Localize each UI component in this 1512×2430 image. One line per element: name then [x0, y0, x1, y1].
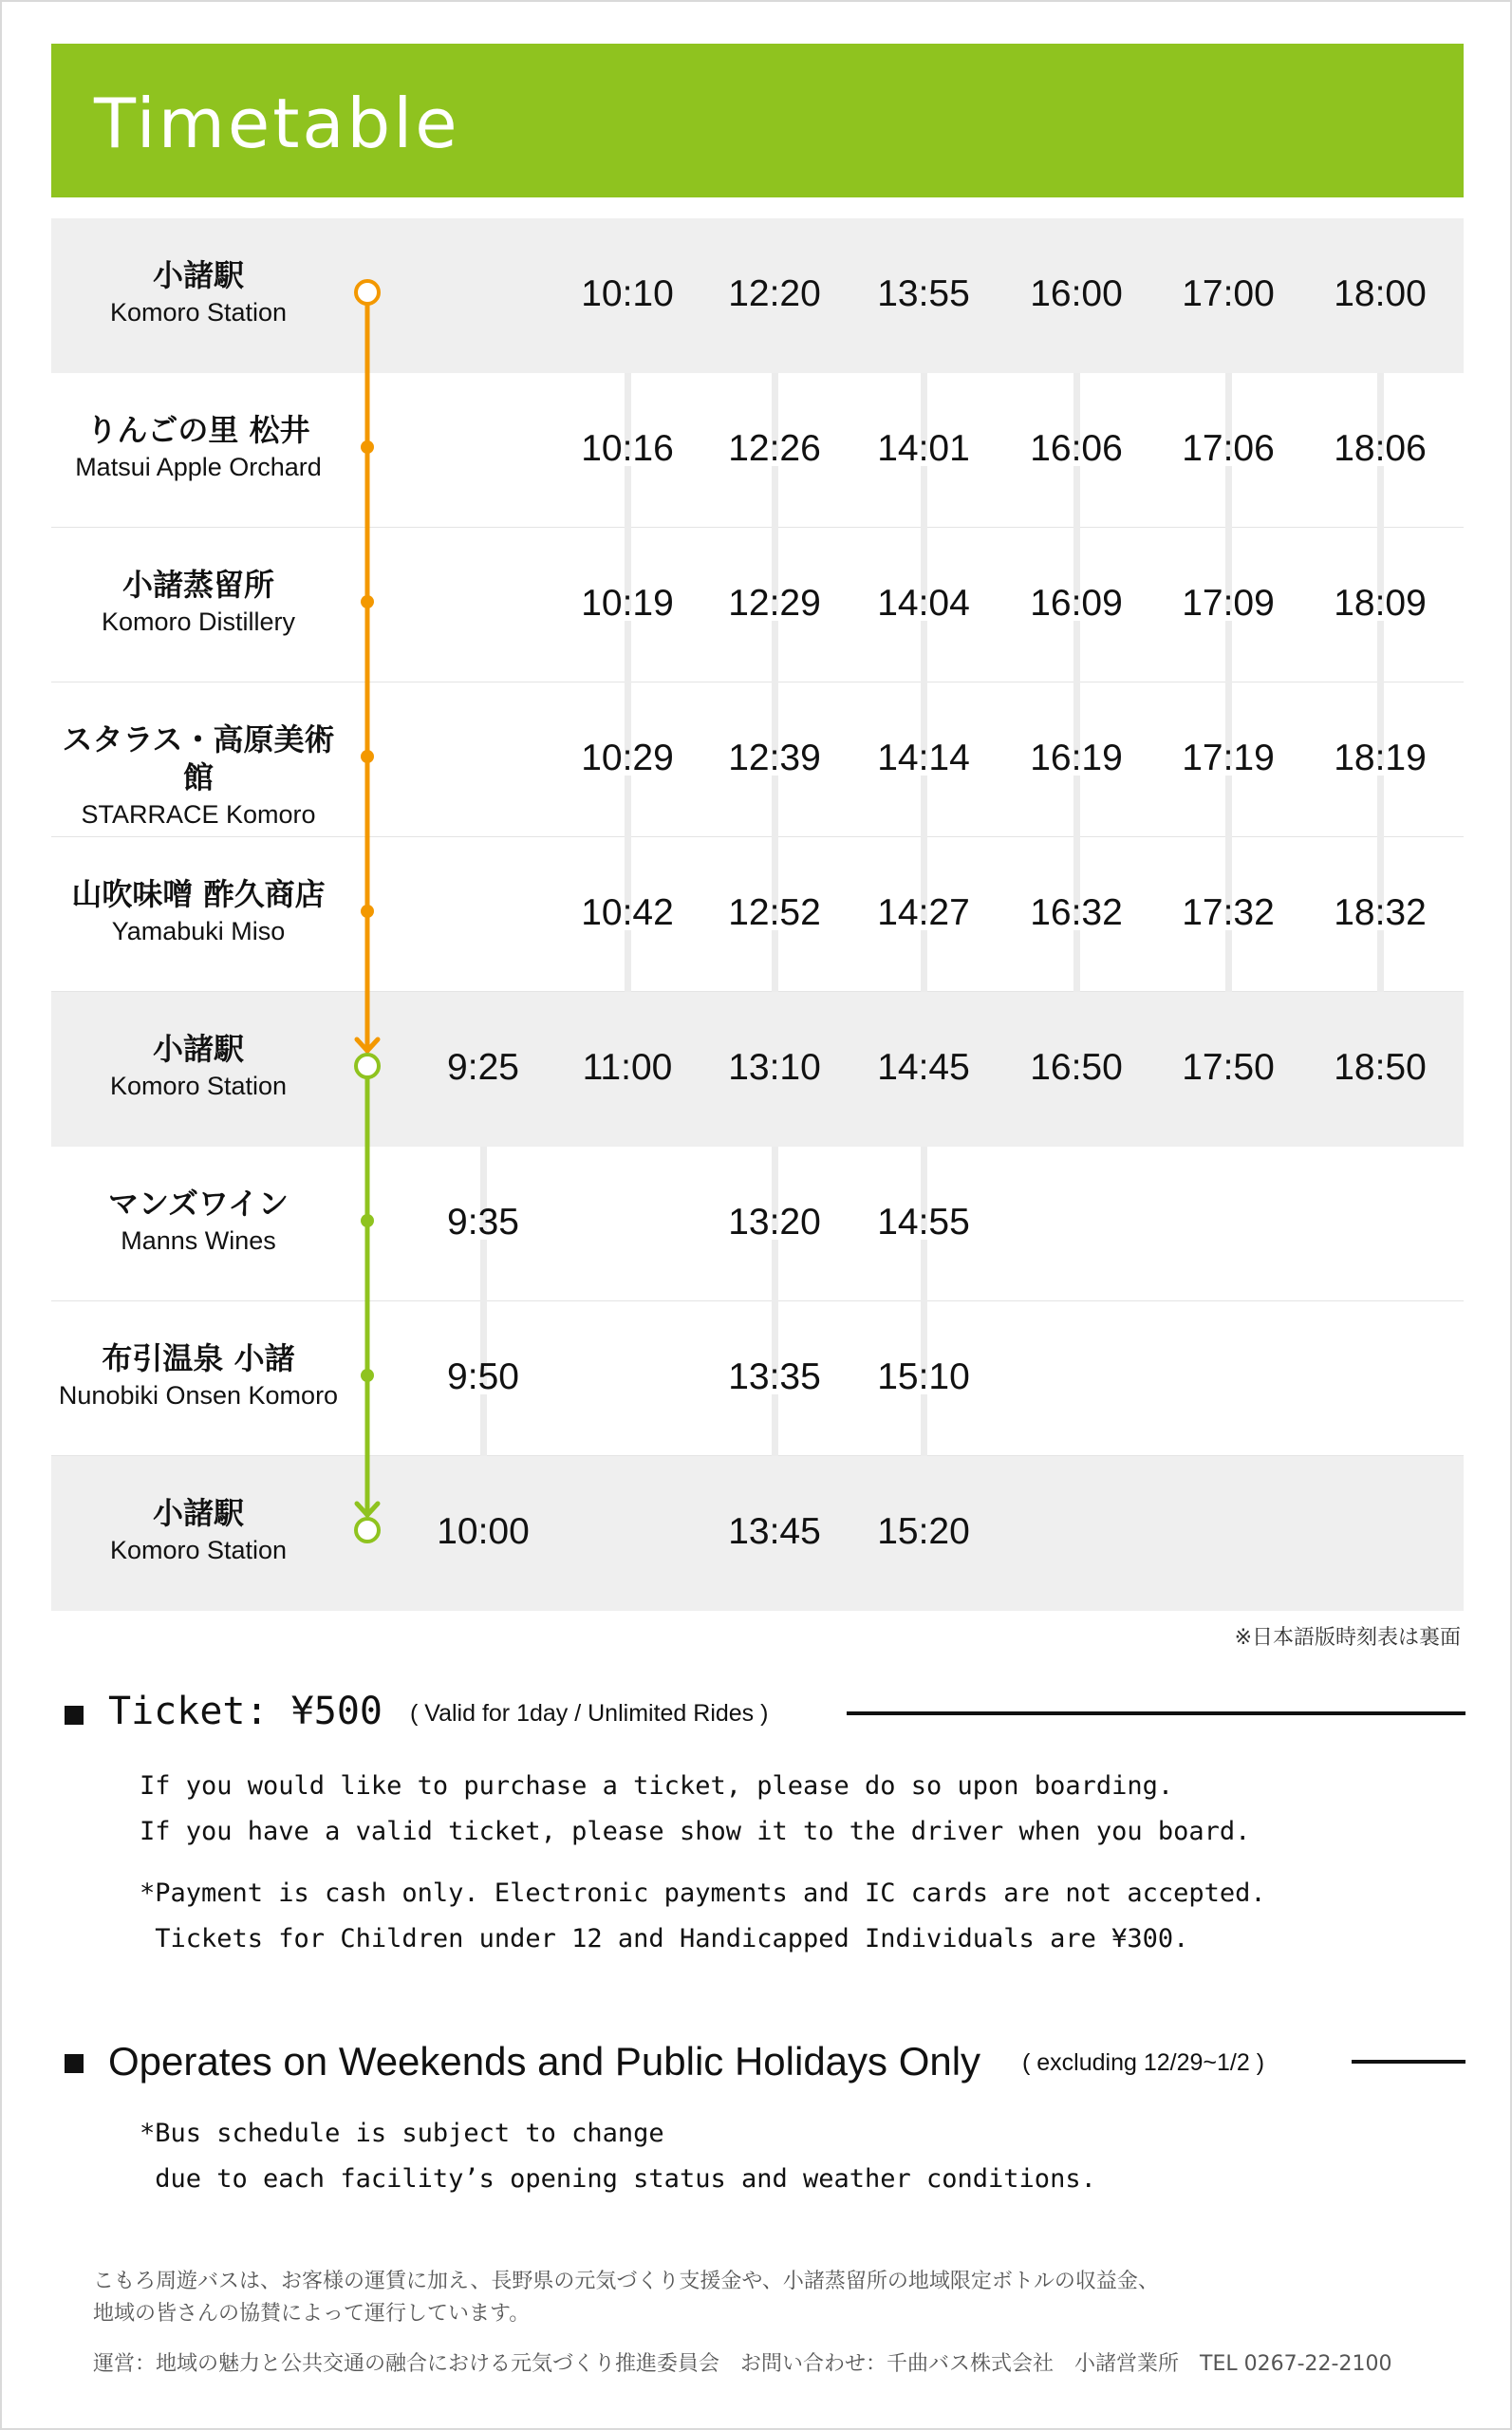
stop-name-en: Komoro Station	[109, 298, 288, 327]
ticket-line-2: If you have a valid ticket, please show it to the driver when you board.	[140, 1817, 1251, 1846]
stop-name-jp: 小諸駅	[152, 1031, 244, 1067]
route-diagram	[51, 218, 1464, 1611]
departure-time: 12:39	[728, 738, 821, 778]
timetable-grid	[51, 218, 1464, 1609]
page-title: Timetable	[94, 84, 460, 163]
departure-time: 15:10	[877, 1356, 970, 1397]
departure-time: 14:14	[877, 738, 970, 778]
terminal-station-marker	[356, 1055, 379, 1077]
ticket-line-3: *Payment is cash only. Electronic payments and IC cards are not accepted.	[140, 1879, 1266, 1908]
operation-rule	[1352, 2060, 1465, 2064]
stop-name-en: Komoro Distillery	[101, 608, 296, 636]
departure-time: 13:20	[728, 1202, 821, 1243]
stop-name-jp: 小諸駅	[152, 1495, 244, 1531]
operation-line-2: due to each facility’s opening status and weather conditions.	[140, 2164, 1096, 2194]
stop-dot-marker	[361, 905, 374, 918]
stop-name-jp: マンズワイン	[107, 1186, 289, 1222]
stop-name-en: Komoro Station	[109, 1072, 288, 1100]
departure-time: 10:19	[581, 583, 674, 624]
departure-time: 10:29	[581, 738, 674, 778]
header-banner	[51, 44, 1464, 197]
japanese-version-note: ※日本語版時刻表は裏面	[1234, 1626, 1461, 1650]
departure-time: 18:09	[1334, 583, 1427, 624]
stop-name-en: Nunobiki Onsen Komoro	[58, 1381, 339, 1410]
stop-name-jp: 小諸蒸留所	[121, 567, 274, 603]
terminal-station-marker	[356, 281, 379, 304]
departure-time: 16:06	[1030, 428, 1123, 469]
departure-time: 11:00	[582, 1047, 673, 1088]
departure-time: 12:29	[728, 583, 821, 624]
terminal-station-marker	[356, 1519, 379, 1542]
departure-time: 18:06	[1334, 428, 1427, 469]
stop-name-jp: りんごの里 松井	[86, 412, 310, 448]
operation-bullet-icon	[65, 2054, 84, 2073]
departure-time: 10:00	[437, 1511, 530, 1552]
departure-time: 10:16	[581, 428, 674, 469]
departure-time: 17:19	[1182, 738, 1275, 778]
stop-name-jp: 山吹味噌 酢久商店	[71, 876, 326, 912]
stop-dot-marker	[361, 1214, 374, 1227]
footer-contact-line: 運営：地域の魅力と公共交通の融合における元気づくり推進委員会 お問い合わせ：千曲バス株式会社 小諸営業所 TEL 0267-22-2100	[93, 2352, 1392, 2376]
ticket-bullet-icon	[65, 1706, 84, 1725]
departure-time: 14:55	[877, 1202, 970, 1243]
ticket-subtitle: ( Valid for 1day / Unlimited Rides )	[410, 1700, 769, 1727]
departure-time: 17:32	[1182, 892, 1275, 933]
departure-time: 16:32	[1030, 892, 1123, 933]
ticket-title: Ticket: ¥500	[108, 1690, 383, 1733]
departure-time: 14:01	[877, 428, 970, 469]
stop-name-en: Komoro Station	[109, 1536, 288, 1564]
stop-name-jp: 小諸駅	[152, 257, 244, 293]
departure-time: 17:50	[1182, 1047, 1275, 1088]
departure-time: 9:25	[447, 1047, 519, 1088]
stop-dot-marker	[361, 595, 374, 608]
stop-dot-marker	[361, 440, 374, 454]
departure-time: 17:06	[1182, 428, 1275, 469]
stop-name-en: Yamabuki Miso	[111, 917, 286, 945]
stop-dot-marker	[361, 750, 374, 763]
operation-title: Operates on Weekends and Public Holidays Only	[108, 2039, 981, 2084]
departure-time: 12:26	[728, 428, 821, 469]
ticket-line-1: If you would like to purchase a ticket, please do so upon boarding.	[140, 1771, 1174, 1801]
departure-time: 16:50	[1030, 1047, 1123, 1088]
ticket-rule	[847, 1711, 1465, 1715]
departure-time: 14:45	[877, 1047, 970, 1088]
departure-time: 17:00	[1182, 273, 1275, 314]
ticket-line-4: Tickets for Children under 12 and Handicapped Individuals are ¥300.	[140, 1924, 1189, 1953]
departure-time: 16:19	[1030, 738, 1123, 778]
stop-name-jp: 布引温泉 小諸	[102, 1340, 295, 1376]
departure-time: 13:55	[877, 273, 970, 314]
departure-time: 16:09	[1030, 583, 1123, 624]
departure-time: 15:20	[877, 1511, 970, 1552]
departure-time: 13:10	[728, 1047, 821, 1088]
stop-dot-marker	[361, 1369, 374, 1382]
departure-time: 18:32	[1334, 892, 1427, 933]
footer-funding-line-2: 地域の皆さんの協賛によって運行しています。	[93, 2302, 531, 2326]
departure-time: 16:00	[1030, 273, 1123, 314]
footer-funding-line-1: こもろ周遊バスは、お客様の運賃に加え、長野県の元気づくり支援金や、小諸蒸留所の地域限定ボトルの収益金、	[93, 2270, 1159, 2293]
departure-time: 10:10	[581, 273, 674, 314]
departure-time: 17:09	[1182, 583, 1275, 624]
departure-time: 14:04	[877, 583, 970, 624]
stop-name-en: Matsui Apple Orchard	[75, 453, 322, 481]
departure-time: 13:45	[728, 1511, 821, 1552]
stop-name-en: STARRACE Komoro	[81, 800, 316, 829]
departure-time: 9:50	[447, 1356, 519, 1397]
departure-time: 9:35	[447, 1202, 519, 1243]
stop-name-en: Manns Wines	[121, 1226, 276, 1255]
operation-subtitle: ( excluding 12/29~1/2 )	[1022, 2049, 1265, 2076]
stop-name-jp: スタラス・高原美術館	[62, 721, 335, 795]
departure-time: 12:20	[728, 273, 821, 314]
departure-time: 13:35	[728, 1356, 821, 1397]
departure-time: 18:19	[1334, 738, 1427, 778]
operation-line-1: *Bus schedule is subject to change	[140, 2119, 664, 2148]
departure-time: 10:42	[581, 892, 674, 933]
departure-time: 18:00	[1334, 273, 1427, 314]
departure-time: 18:50	[1334, 1047, 1427, 1088]
departure-time: 12:52	[728, 892, 821, 933]
departure-time: 14:27	[877, 892, 970, 933]
